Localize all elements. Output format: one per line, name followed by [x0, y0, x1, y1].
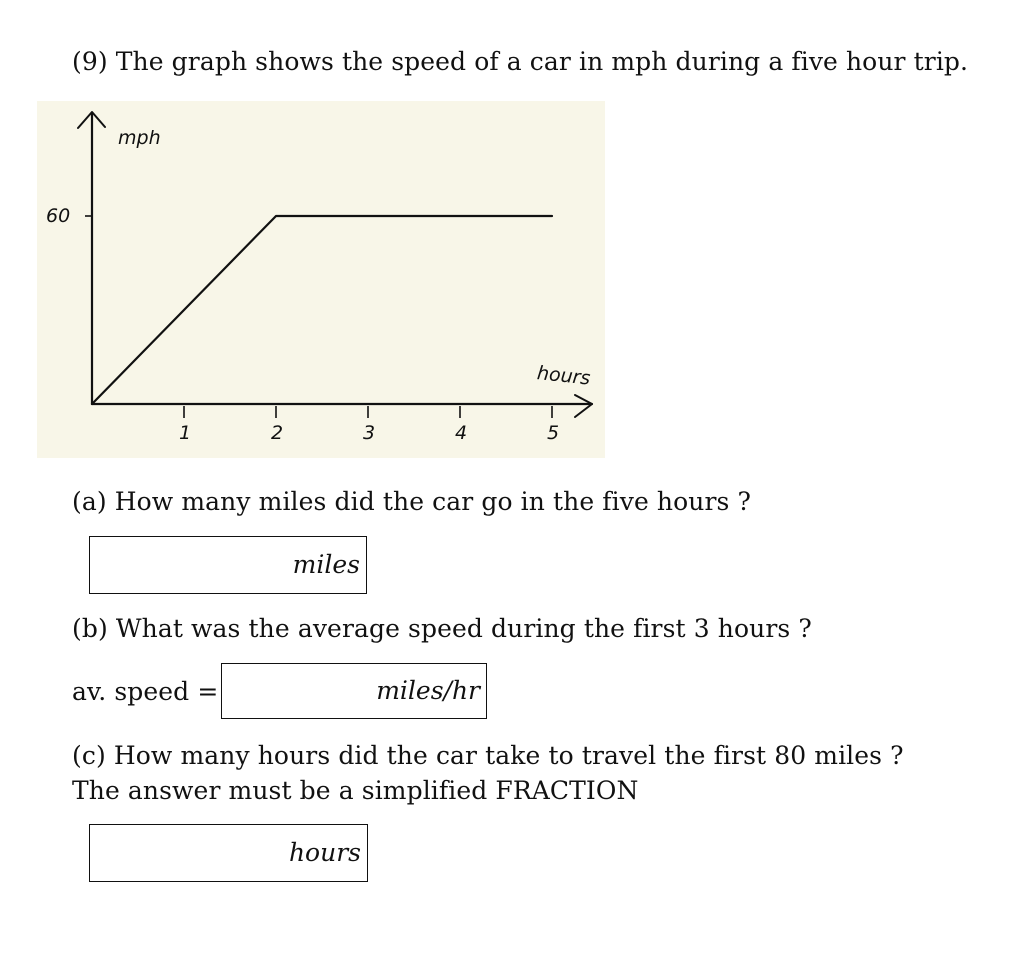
miles-answer-input[interactable] [90, 537, 281, 593]
x-tick-label: 2 [271, 422, 284, 444]
part-a-question: (a) How many miles did the car go in the five hours ? [72, 487, 751, 516]
miles-answer-box[interactable] [89, 536, 367, 594]
speed-series-line [92, 216, 552, 404]
hours-answer-input[interactable] [90, 825, 282, 881]
question-title: (9) The graph shows the speed of a car in mph during a five hour trip. [72, 47, 969, 76]
speed-answer-input[interactable] [222, 664, 361, 718]
hours-answer-box[interactable] [89, 824, 368, 882]
miles-per-hour-unit-label: miles/hr [376, 676, 480, 705]
x-axis-arrow-icon [575, 395, 592, 417]
x-tick-label: 4 [455, 422, 468, 444]
speed-graph [37, 101, 605, 458]
average-speed-label: av. speed = [72, 677, 219, 706]
x-tick-label: 3 [363, 422, 376, 444]
speed-answer-box[interactable] [221, 663, 487, 719]
y-tick-label: 60 [46, 205, 71, 227]
part-c-question-line1: (c) How many hours did the car take to travel the first 80 miles ? [72, 741, 904, 770]
part-b-question: (b) What was the average speed during the first 3 hours ? [72, 614, 812, 643]
y-axis-label: mph [118, 127, 161, 149]
x-tick-label: 1 [179, 422, 192, 444]
miles-unit-label: miles [292, 550, 360, 579]
part-c-question-line2: The answer must be a simplified FRACTION [72, 776, 639, 805]
x-axis-label: hours [536, 362, 592, 390]
x-tick-label: 5 [547, 422, 560, 444]
hours-unit-label: hours [288, 838, 361, 867]
